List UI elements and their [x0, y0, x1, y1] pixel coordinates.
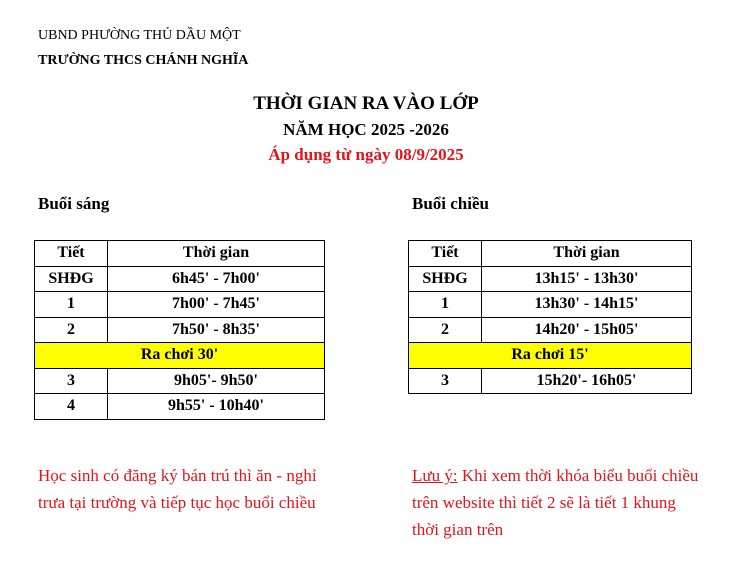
period-cell: 1 — [35, 292, 108, 318]
table-row — [409, 368, 692, 394]
period-cell: 3 — [409, 368, 482, 394]
time-cell: 9h55' - 10h40' — [108, 394, 325, 420]
table-header-row — [409, 241, 692, 267]
time-cell: 15h20'- 16h05' — [482, 368, 692, 394]
time-cell: 7h00' - 7h45' — [108, 292, 325, 318]
period-cell: SHĐG — [35, 266, 108, 292]
school-name: TRƯỜNG THCS CHÁNH NGHĨA — [38, 53, 249, 68]
time-cell: 13h15' - 13h30' — [482, 266, 692, 292]
table-header-row — [35, 241, 325, 267]
break-cell: Ra chơi 15' — [409, 343, 692, 369]
table-row — [35, 394, 325, 420]
page-title: THỜI GIAN RA VÀO LỚP — [253, 93, 479, 114]
table-row — [409, 292, 692, 318]
period-cell: 4 — [35, 394, 108, 420]
time-cell: 9h05'- 9h50' — [108, 368, 325, 394]
column-header-time: Thời gian — [482, 241, 692, 267]
break-row — [35, 343, 325, 369]
boarding-note: Học sinh có đăng ký bán trú thì ăn - nghỉ trưa tại trường và tiếp tục học buổi chiều — [38, 466, 317, 512]
break-cell: Ra chơi 30' — [35, 343, 325, 369]
table-row — [35, 317, 325, 343]
timetable-note — [412, 462, 702, 543]
table-row — [35, 368, 325, 394]
note-text: Khi xem thời khóa biểu buổi chiều trên website thì tiết 2 sẽ là tiết 1 khung thời gian trên — [412, 466, 699, 539]
note-label: Lưu ý: — [412, 466, 458, 485]
morning-schedule-table — [34, 240, 325, 420]
table-row — [409, 317, 692, 343]
column-header-period: Tiết — [35, 241, 108, 267]
time-cell: 13h30' - 14h15' — [482, 292, 692, 318]
time-cell: 6h45' - 7h00' — [108, 266, 325, 292]
column-header-period: Tiết — [409, 241, 482, 267]
time-cell: 14h20' - 15h05' — [482, 317, 692, 343]
table-row — [35, 266, 325, 292]
applied-date: Áp dụng từ ngày 08/9/2025 — [268, 145, 464, 164]
period-cell: SHĐG — [409, 266, 482, 292]
morning-session-label: Buổi sáng — [38, 194, 110, 213]
break-row — [409, 343, 692, 369]
afternoon-schedule-table — [408, 240, 692, 394]
school-year: NĂM HỌC 2025 -2026 — [283, 120, 449, 139]
afternoon-session-label: Buổi chiều — [412, 194, 489, 213]
period-cell: 2 — [35, 317, 108, 343]
table-row — [409, 266, 692, 292]
period-cell: 3 — [35, 368, 108, 394]
period-cell: 2 — [409, 317, 482, 343]
time-cell: 7h50' - 8h35' — [108, 317, 325, 343]
org-name-line1: UBND PHƯỜNG THỦ DẦU MỘT — [38, 28, 241, 43]
column-header-time: Thời gian — [108, 241, 325, 267]
table-row — [35, 292, 325, 318]
period-cell: 1 — [409, 292, 482, 318]
